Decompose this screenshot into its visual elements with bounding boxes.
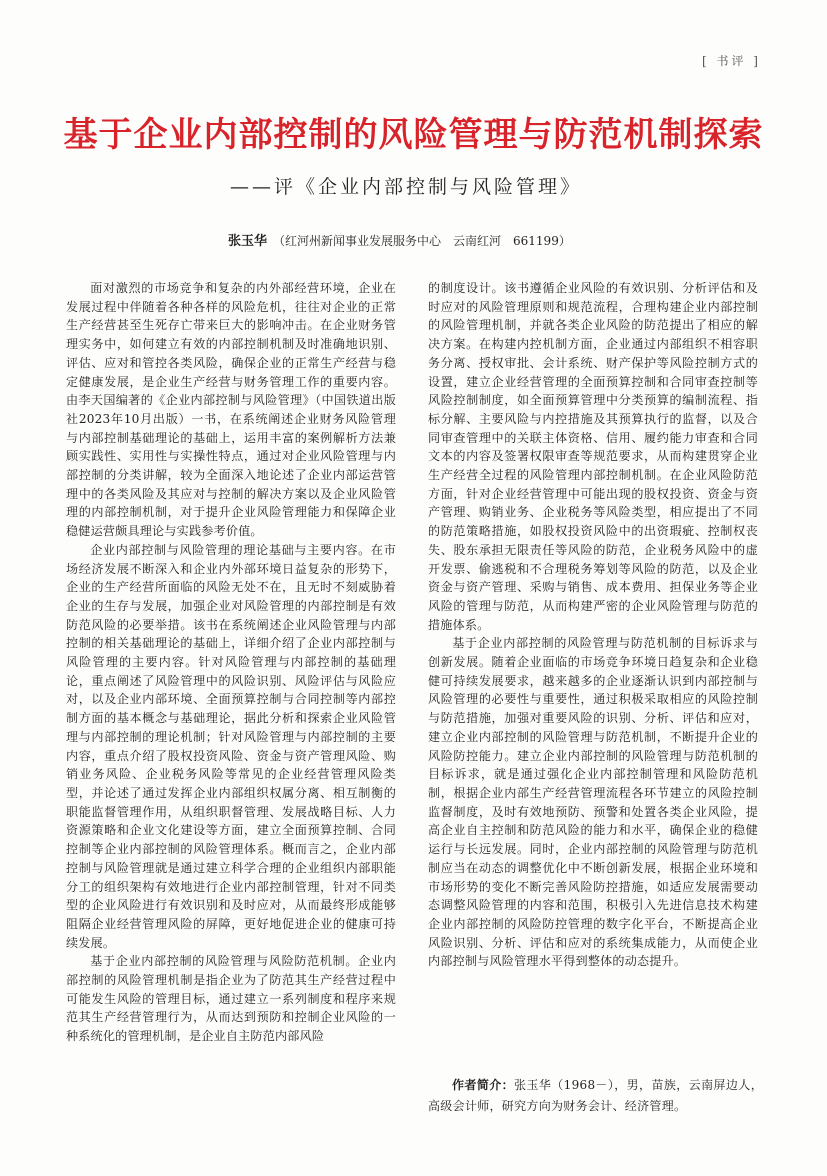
author-bio-label: 作者简介： [452,1078,515,1092]
paragraph: 企业内部控制与风险管理的理论基础与主要内容。在市场经济发展不断深入和企业内外部环境日益复杂的形势下，企业的生产经营所面临的风险无处不在，且无时不刻威胁着企业的生存与发展，加强企业对风险管理的内部控制是有效防范风险的必要举措。该书在系统阐述企业风险管理与内部控制的相关基础理论的基础上，详细介绍了企业内部控制与风险管理的主要内容。针对风险管理与内部控制的基础理论，重点阐述了风险管理中的风险识别、风险评估与风险应对，以及企业内部环境、全面预算控制与合同控制等内部控制方面的基本概念与基础理论，据此分析和探索企业风险管理与内部控制的理论机制；针对风险管理与内部控制的主要内容，重点介绍了股权投资风险、资金与资产管理风险、购销业务风险、企业税务风险等常见的企业经营管理风险类型，并论述了通过发挥企业内部组织权属分离、相互制衡的职能监督管理作用，从组织职督管理、发展战略目标、人力资源策略和企业文化建设等方面，建立全面预算控制、合同控制等企业内部控制的风险管理体系。概而言之，企业内部控制与风险管理就是通过建立科学合理的企业组织内部职能分工的组织架构有效地进行企业内部控制管理，针对不同类型的企业风险进行有效识别和及时应对，从而最终形成能够阻隔企业经营管理风险的屏障，更好地促进企业的健康可持续发展。 [66,542,396,950]
right-column [428,279,758,971]
article-subtitle: ——评《企业内部控制与风险管理》 [230,176,583,198]
author-bio [428,1075,763,1117]
paragraph: 基于企业内部控制的风险管理与防范机制的目标诉求与创新发展。随着企业面临的市场竞争环境日趋复杂和企业稳健可持续发展要求，越来越多的企业逐渐认识到内部控制与风险管理的必要性与重要性，通过积极采取相应的风险控制与防范措施，加强对重要风险的识别、分析、评估和应对，建立企业内部控制的风险管理与防范机制，不断提升企业的风险防控能力。建立企业内部控制的风险管理与防范机制的目标诉求，就是通过强化企业内部控制管理和风险防范机制，根据企业内部生产经营管理流程各环节建立的风险控制监督制度，及时有效地预防、预警和处置各类企业风险，提高企业自主控制和防范风险的能力和水平，确保企业的稳健运行与长远发展。同时，企业内部控制的风险管理与防范机制应当在动态的调整优化中不断创新发展，根据企业环境和市场形势的变化不断完善风险防控措施，如适应发展需要动态调整风险管理的内容和范围，积极引入先进信息技术构建企业内部控制的风险防控管理的数字化平台，不断提高企业风险识别、分析、评估和应对的系统集成能力，从而使企业内部控制与风险管理水平得到整体的动态提升。 [428,636,758,969]
article-body [66,279,766,1059]
article-title: 基于企业内部控制的风险管理与防范机制探索 [63,115,764,155]
paragraph: 面对激烈的市场竞争和复杂的内外部经营环境，企业在发展过程中伴随着各种各样的风险危机，往往对企业的正常生产经营甚至生死存亡带来巨大的影响冲击。在企业财务管理实务中，如何建立有效的内部控制机制及时准确地识别、评估、应对和管控各类风险，确保企业的正常生产经营与稳定健康发展，是企业生产经营与财务管理工作的重要内容。由李天国编著的《企业内部控制与风险管理》（中国铁道出版社2023年10月出版）一书，在系统阐述企业财务风险管理与内部控制基础理论的基础上，运用丰富的案例解析方法兼顾实践性、实用性与实操性特点，通过对企业风险管理与内部控制的分类讲解，较为全面深入地论述了企业内部运营管理中的各类风险及其应对与控制的解决方案以及企业风险管理的内部控制机制，对于提升企业风险管理能力和保障企业稳健运营颇具理论与实践参考价值。 [66,281,396,539]
author-name: 张玉华 [228,234,268,249]
paragraph: 基于企业内部控制的风险管理与风险防范机制。企业内部控制的风险管理机制是指企业为了防范其生产经营过程中可能发生风险的管理目标，通过建立一系列制度和程序来规范其生产经营管理行为，从而达到预防和控制企业风险的一种系统化的管理机制，是企业自主防范内部风险 [66,954,396,1044]
left-column [66,279,396,1046]
paragraph: 的制度设计。该书遵循企业风险的有效识别、分析评估和及时应对的风险管理原则和规范流程，合理构建企业内部控制的风险管理机制，并就各类企业风险的防范提出了相应的解决方案。在构建内控机制方面，企业通过内部组织不相容职务分离、授权审批、会计系统、财产保护等风险控制方式的设置，建立企业经营管理的全面预算控制和合同审查控制等风险控制制度，如全面预算管理中分类预算的编制流程、指标分解、主要风险与内控措施及其预算执行的监督，以及合同审查管理中的关联主体资格、信用、履约能力审查和合同文本的内容及签署权限审查等规范要求，从而构建贯穿企业生产经营全过程的风险管理内部控制机制。在企业风险防范方面，针对企业经营管理中可能出现的股权投资、资金与资产管理、购销业务、企业税务等风险类型，相应提出了不同的防范策略措施，如股权投资风险中的出资瑕疵、控制权丧失、股东承担无限责任等风险的防范，企业税务风险中的虚开发票、偷逃税和不合理税务筹划等风险的防范，以及企业资金与资产管理、采购与销售、成本费用、担保业务等企业风险的管理与防范，从而构建严密的企业风险管理与防范的措施体系。 [428,281,758,632]
section-tag: [ 书评 ] [702,54,761,68]
byline [0,231,827,252]
author-affiliation: （红河州新闻事业发展服务中心 云南红河 661199） [273,234,571,248]
author-bio-text: 张玉华（1968－），男，苗族，云南屏边人，高级会计师，研究方向为财务会计、经济管理。 [428,1078,763,1113]
